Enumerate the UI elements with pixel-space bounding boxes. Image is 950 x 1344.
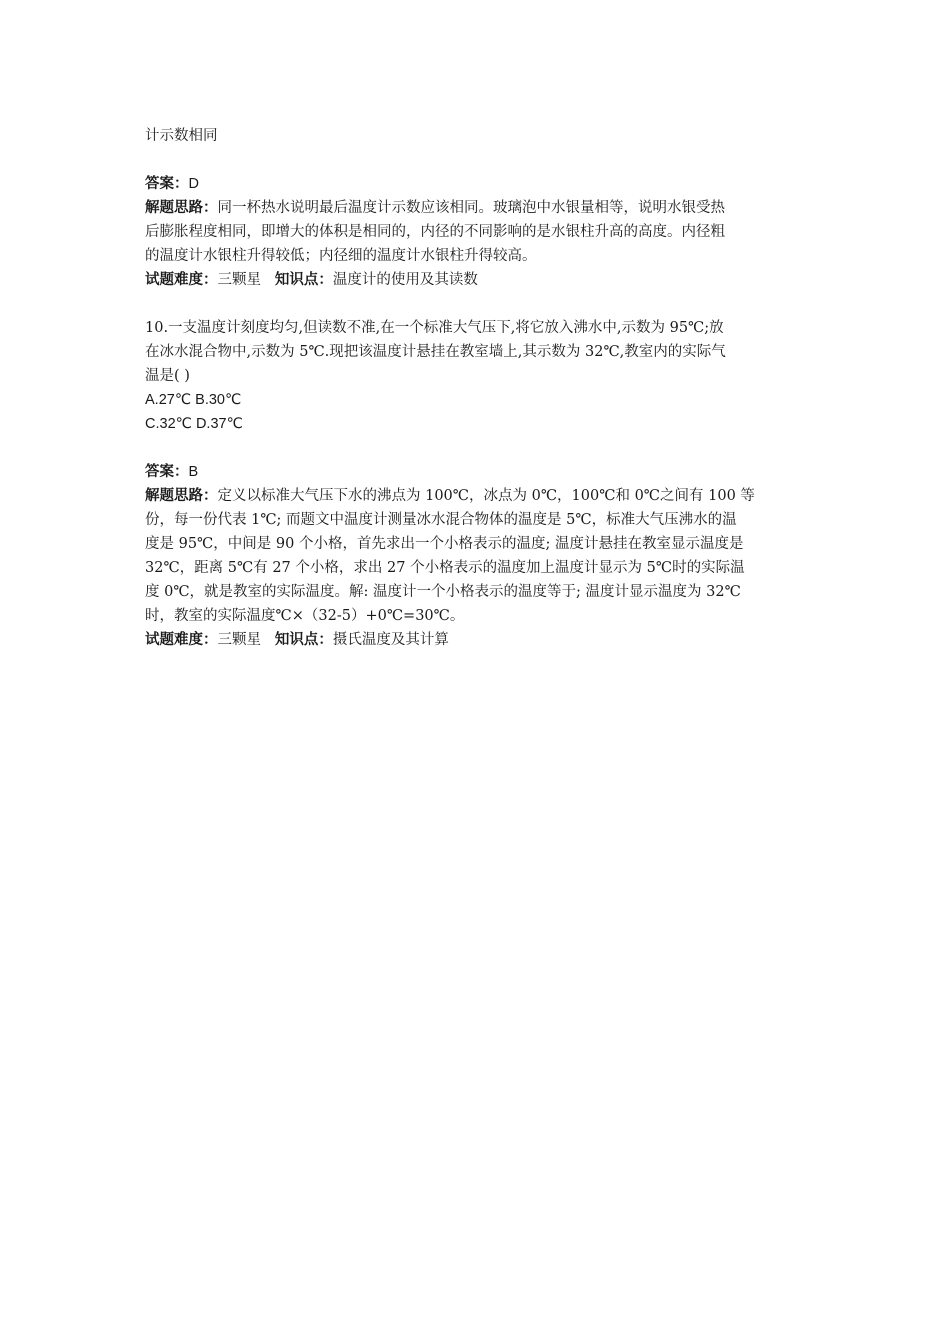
q9-analysis-label: 解题思路： (145, 199, 218, 216)
spacer (145, 148, 810, 172)
q10-meta-line (145, 628, 810, 652)
q9-difficulty-value: 三颗星 (217, 272, 261, 288)
q10-knowledge-label: 知识点： (274, 631, 333, 648)
q10-analysis-line-6: 时，教室的实际温度℃×（32-5）+0℃=30℃。 (145, 608, 465, 624)
q10-question-line-1: 10.一支温度计刻度均匀,但读数不准,在一个标准大气压下,将它放入沸水中,示数为 95℃;放 (145, 320, 724, 336)
q10-analysis-line-4: 32℃，距离 5℃有 27 个小格，求出 27 个小格表示的温度加上温度计显示为 5℃时的实际温 (145, 560, 745, 576)
q10-difficulty-value: 三颗星 (217, 632, 261, 648)
q9-difficulty-label: 试题难度： (145, 271, 218, 288)
q10-analysis-line-2: 份，每一份代表 1℃; 而题文中温度计测量冰水混合物体的温度是 5℃，标准大气压沸水的温 (145, 512, 737, 528)
previous-question-tail: 计示数相同 (145, 128, 218, 144)
q9-analysis-text: 同一杯热水说明最后温度计示数应该相同。玻璃泡中水银量相等，说明水银受热 (217, 200, 725, 216)
q10-analysis-line-5: 度 0℃，就是教室的实际温度。解: 温度计一个小格表示的温度等于; 温度计显示温度为 32℃ (145, 584, 741, 600)
q10-question-line-3: 温是( ) (145, 368, 190, 384)
q9-analysis-line-3: 的温度计水银柱升得较低；内径细的温度计水银柱升得较高。 (145, 248, 537, 264)
q10-difficulty-label: 试题难度： (145, 631, 218, 648)
q9-answer-line (145, 172, 810, 196)
q9-knowledge-label: 知识点： (274, 271, 333, 288)
q9-analysis-line-1 (145, 196, 810, 220)
q10-answer-line (145, 460, 810, 484)
q10-analysis-line-1 (145, 484, 810, 508)
q9-answer-value: D (188, 176, 199, 192)
document-page (145, 124, 810, 652)
q9-analysis-line-2: 后膨胀程度相同，即增大的体积是相同的，内径的不同影响的是水银柱升高的高度。内径粗 (145, 224, 725, 240)
q10-analysis-text: 定义以标准大气压下水的沸点为 100℃，冰点为 0℃，100℃和 0℃之间有 100 等 (217, 488, 755, 504)
q9-knowledge-value: 温度计的使用及其读数 (332, 272, 478, 288)
q10-options-line-1: A.27℃ B.30℃ (145, 392, 242, 408)
q10-answer-value: B (188, 464, 199, 480)
q10-answer-label: 答案： (145, 463, 189, 480)
spacer (145, 292, 810, 316)
q9-answer-label: 答案： (145, 175, 189, 192)
q9-meta-line (145, 268, 810, 292)
q10-analysis-line-3: 度是 95℃，中间是 90 个小格，首先求出一个小格表示的温度; 温度计悬挂在教室显示温度是 (145, 536, 744, 552)
q10-knowledge-value: 摄氏温度及其计算 (332, 632, 449, 648)
spacer (145, 436, 810, 460)
q10-question-line-2: 在冰水混合物中,示数为 5℃.现把该温度计悬挂在教室墙上,其示数为 32℃,教室内的实际气 (145, 344, 726, 360)
q10-options-line-2: C.32℃ D.37℃ (145, 416, 243, 432)
q10-analysis-label: 解题思路： (145, 487, 218, 504)
